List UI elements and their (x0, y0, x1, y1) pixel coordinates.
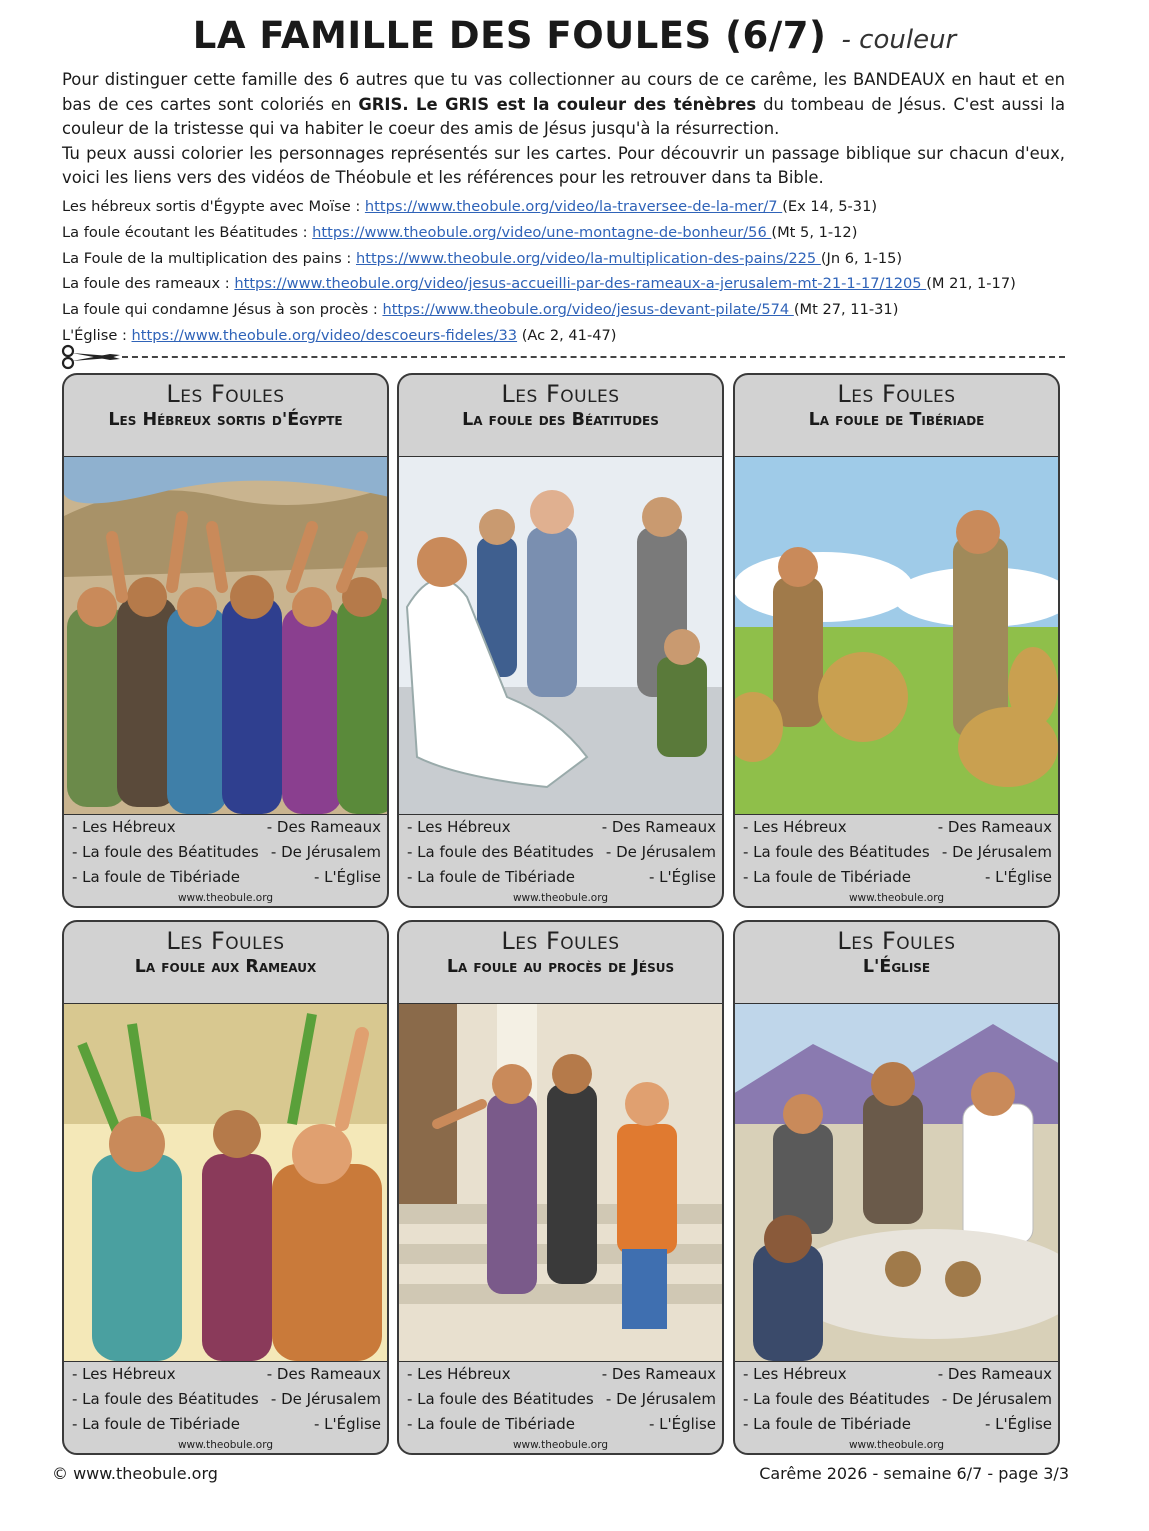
card-website: www.theobule.org (848, 1439, 945, 1451)
video-link[interactable]: https://www.theobule.org/video/une-montagne-de-bonheur/56 (312, 223, 772, 241)
list-item: - La foule de Tibériade (407, 1415, 576, 1433)
list-item: - De Jérusalem (605, 843, 716, 861)
card-title: La foule des Béatitudes (462, 410, 659, 430)
list-item: - La foule de Tibériade (72, 1415, 241, 1433)
card-header (64, 922, 387, 1003)
list-item: - La foule de Tibériade (72, 868, 241, 886)
link-row (62, 194, 1072, 220)
video-link[interactable]: https://www.theobule.org/video/descoeurs-fideles/33 (131, 326, 518, 344)
intro-text-part: du tombeau de Jésus. C'est aussi la couleur de la tristesse qui va habiter le coeur des amis de Jésus jusqu'à la résurrection. (62, 94, 1065, 138)
character-card (62, 920, 389, 1455)
character-card (62, 373, 389, 908)
card-illustration-drawing (399, 1004, 722, 1361)
card-illustration (735, 456, 1058, 815)
video-link[interactable]: https://www.theobule.org/video/jesus-devant-pilate/574 (382, 301, 794, 319)
card-family: Les Foules (166, 927, 285, 955)
page-subtitle: - couleur (841, 25, 957, 55)
character-card (733, 373, 1060, 908)
card-family: Les Foules (837, 927, 956, 955)
bible-ref: (Ex 14, 5-31) (782, 198, 878, 215)
card-illustration (399, 1003, 722, 1362)
card-illustration-drawing (735, 457, 1058, 814)
card-family: Les Foules (501, 380, 620, 408)
intro-bold-text: GRIS. Le GRIS est la couleur des ténèbres (358, 94, 757, 114)
list-item: - Des Rameaux (266, 818, 381, 836)
card-family-list (735, 816, 1058, 908)
list-item: - Les Hébreux (743, 818, 847, 836)
card-illustration (64, 456, 387, 815)
link-label: Les hébreux sortis d'Égypte avec Moïse : (62, 198, 365, 215)
intro-paragraph-2: Tu peux aussi colorier les personnages représentés sur les cartes. Pour découvrir un passage biblique sur chacun d'eux, voici les liens vers des vidéos de Théobule et les références pour les retrouver dans ta Bible. (62, 143, 1065, 187)
list-item: - De Jérusalem (270, 843, 381, 861)
scissors-icon (60, 344, 122, 370)
list-item: - L'Église (984, 1415, 1052, 1433)
intro-paragraph-1 (62, 68, 1065, 142)
bible-ref: (Mt 5, 1-12) (771, 223, 858, 241)
list-item: - De Jérusalem (941, 1390, 1052, 1408)
bible-ref: (M 21, 1-17) (926, 275, 1016, 293)
card-illustration (399, 456, 722, 815)
bible-ref: (Mt 27, 11-31) (793, 301, 899, 319)
list-item: - De Jérusalem (941, 843, 1052, 861)
card-website: www.theobule.org (512, 892, 609, 904)
card-family-list (64, 1363, 387, 1455)
list-item: - L'Église (313, 1415, 381, 1433)
card-family: Les Foules (837, 380, 956, 408)
header (0, 14, 1149, 57)
character-card (397, 920, 724, 1455)
card-header (399, 375, 722, 456)
card-family-list (735, 1363, 1058, 1455)
list-item: - Les Hébreux (407, 1365, 511, 1383)
link-label: L'Église : (62, 326, 132, 344)
card-illustration (64, 1003, 387, 1362)
card-website: www.theobule.org (848, 892, 945, 904)
list-item: - La foule de Tibériade (743, 1415, 912, 1433)
list-item: - L'Église (313, 868, 381, 886)
bible-ref: (Jn 6, 1-15) (820, 249, 903, 267)
list-item: - Des Rameaux (266, 1365, 381, 1383)
card-illustration-drawing (64, 1004, 387, 1361)
link-label: La foule écoutant les Béatitudes : (62, 223, 313, 241)
card-family-list (64, 816, 387, 908)
list-item: - La foule des Béatitudes (407, 1390, 594, 1408)
list-item: - La foule des Béatitudes (743, 1390, 930, 1408)
card-header (735, 922, 1058, 1003)
character-card (397, 373, 724, 908)
card-family: Les Foules (166, 380, 285, 408)
list-item: - Les Hébreux (72, 818, 176, 836)
list-item: - L'Église (984, 868, 1052, 886)
video-link[interactable]: https://www.theobule.org/video/jesus-accueilli-par-des-rameaux-a-jerusalem-mt-21-1-17/1205 (234, 275, 927, 293)
cut-line (122, 356, 1065, 358)
link-row (62, 246, 1072, 272)
link-row (62, 220, 1072, 246)
video-links-list (62, 194, 1072, 349)
card-family-list (399, 816, 722, 908)
bible-ref: (Ac 2, 41-47) (517, 326, 617, 344)
list-item: - L'Église (648, 868, 716, 886)
list-item: - Des Rameaux (937, 1365, 1052, 1383)
list-item: - La foule des Béatitudes (743, 843, 930, 861)
list-item: - La foule des Béatitudes (407, 843, 594, 861)
page-title: LA FAMILLE DES FOULES (6/7) (192, 14, 827, 57)
card-illustration-drawing (735, 1004, 1058, 1361)
list-item: - Les Hébreux (407, 818, 511, 836)
character-card (733, 920, 1060, 1455)
card-header (399, 922, 722, 1003)
list-item: - Des Rameaux (601, 818, 716, 836)
list-item: - L'Église (648, 1415, 716, 1433)
card-title: La foule de Tibériade (808, 410, 985, 430)
intro-text-part: Pour distinguer cette famille des 6 autres que tu vas collectionner au cours de ce carême, les BANDEAUX en haut et en bas de ces cartes sont coloriés en (62, 70, 1065, 114)
link-label: La foule des rameaux : (62, 275, 235, 293)
list-item: - La foule de Tibériade (407, 868, 576, 886)
card-illustration-drawing (64, 457, 387, 814)
list-item: - Des Rameaux (937, 818, 1052, 836)
list-item: - La foule de Tibériade (743, 868, 912, 886)
card-website: www.theobule.org (177, 1439, 274, 1451)
card-header (64, 375, 387, 456)
link-row (62, 271, 1072, 297)
link-label: La foule qui condamne Jésus à son procès : (62, 301, 383, 319)
footer-page-info: Carême 2026 - semaine 6/7 - page 3/3 (759, 1464, 1069, 1483)
card-family: Les Foules (501, 927, 620, 955)
card-website: www.theobule.org (512, 1439, 609, 1451)
intro-text (62, 68, 1065, 191)
video-link[interactable]: https://www.theobule.org/video/la-traversee-de-la-mer/7 (364, 198, 783, 215)
list-item: - La foule des Béatitudes (72, 1390, 259, 1408)
card-title: L'Église (862, 957, 931, 977)
link-row (62, 323, 1072, 349)
link-row (62, 297, 1072, 323)
list-item: - La foule des Béatitudes (72, 843, 259, 861)
list-item: - Les Hébreux (72, 1365, 176, 1383)
link-label: La Foule de la multiplication des pains : (62, 249, 356, 267)
list-item: - Des Rameaux (601, 1365, 716, 1383)
card-title: La foule aux Rameaux (134, 957, 317, 977)
footer-copyright: © www.theobule.org (52, 1464, 218, 1483)
card-title: La foule au procès de Jésus (446, 957, 675, 977)
card-header (735, 375, 1058, 456)
card-family-list (399, 1363, 722, 1455)
list-item: - De Jérusalem (270, 1390, 381, 1408)
card-illustration-drawing (399, 457, 722, 814)
video-link[interactable]: https://www.theobule.org/video/la-multiplication-des-pains/225 (355, 249, 821, 267)
card-title: Les Hébreux sortis d'Égypte (108, 410, 343, 430)
list-item: - De Jérusalem (605, 1390, 716, 1408)
card-illustration (735, 1003, 1058, 1362)
list-item: - Les Hébreux (743, 1365, 847, 1383)
card-website: www.theobule.org (177, 892, 274, 904)
